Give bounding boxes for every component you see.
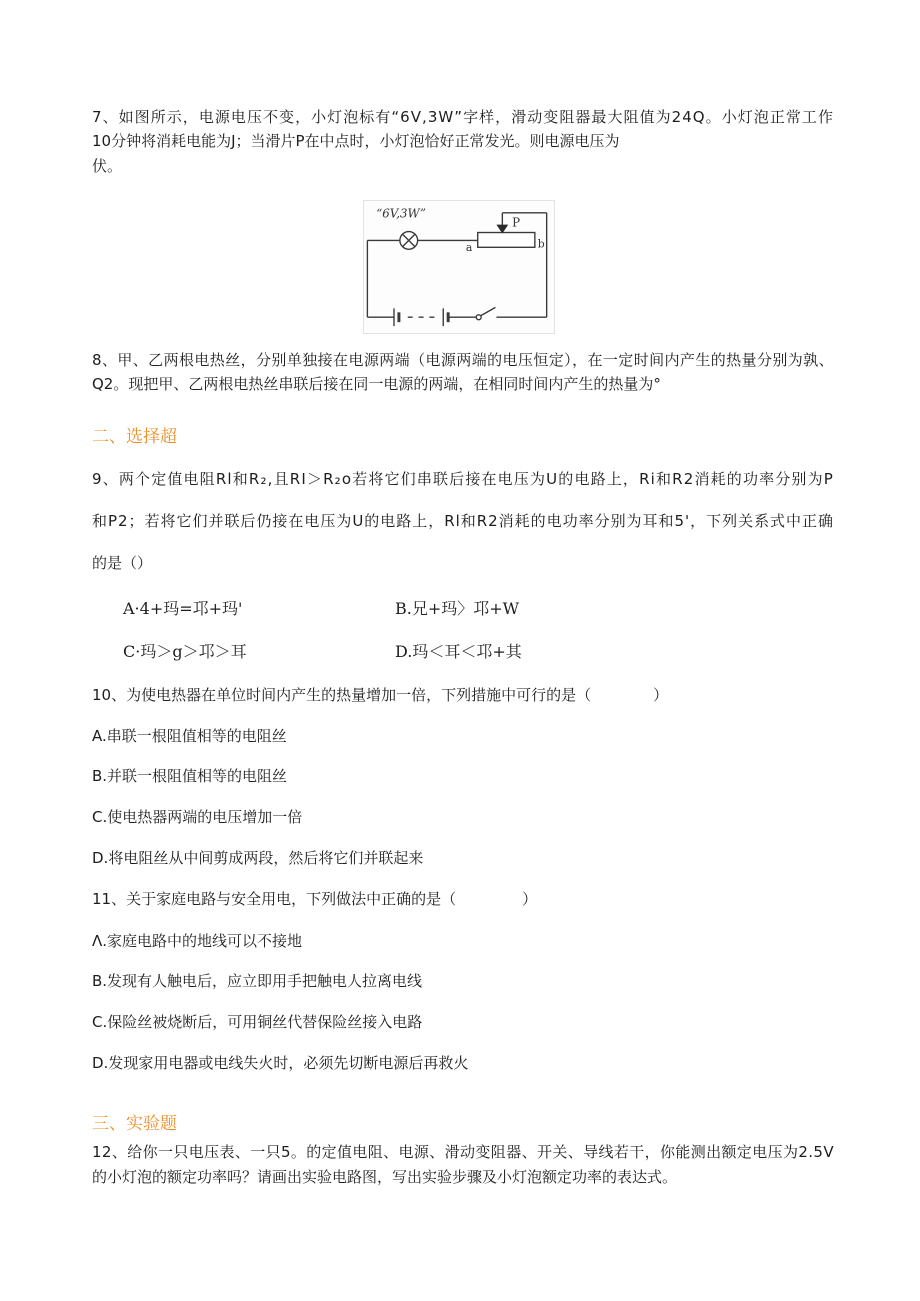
circuit-diagram [363,200,555,334]
question-9-option-c: C·玛＞g＞邛＞耳 [123,642,247,661]
question-12-line: 的小灯泡的额定功率吗？请画出实验电路图，写出实验步骤及小灯泡额定功率的表达式。 [92,1168,678,1186]
question-10-close-paren: ） [653,686,669,704]
question-11-option-c: C.保险丝被烧断后，可用铜丝代替保险丝接入电路 [92,1013,423,1031]
circuit-svg [364,201,554,333]
question-11-option-d: D.发现家用电器或电线失火时，必须先切断电源后再救火 [92,1054,469,1072]
question-10-option-a: A.串联一根阻值相等的电阻丝 [92,727,287,745]
question-9-option-d: D.玛＜耳＜邛+其 [395,642,522,661]
terminal-b-label: b [537,237,545,251]
question-9-line: 9、两个定值电阻Rl和R₂,且RI＞R₂o若将它们串联后接在电压为U的电路上，Ri和R2消耗的功率分别为P [92,470,834,488]
question-11-stem-text: 11、关于家庭电路与安全用电，下列做法中正确的是（ [92,890,457,908]
question-7-line: 10分钟将消耗电能为J；当滑片P在中点时，小灯泡恰好正常发光。则电源电压为 [92,132,620,150]
question-11-stem [92,888,537,910]
question-10-option-d: D.将电阻丝从中间剪成两段，然后将它们并联起来 [92,849,424,867]
question-7-line: 7、如图所示，电源电压不变，小灯泡标有“6V,3W”字样，滑动变阻器最大阻值为24Q。小灯泡正常工作 [92,108,834,126]
section-heading-experiment: 三、实验题 [92,1114,177,1134]
switch-blade [481,307,496,315]
lamp-label: “6V,3W” [376,206,426,221]
question-12-line: 12、给你一只电压表、一只5。的定值电阻、电源、滑动变阻器、开关、导线若干，你能测出额定电压为2.5V [92,1143,834,1161]
question-11-close-paren: ） [522,890,538,908]
terminal-a-label: a [465,241,473,255]
section-heading-choice: 二、选择超 [92,427,177,447]
question-10-option-b: B.并联一根阻值相等的电阻丝 [92,767,288,785]
question-7-line: 伏。 [92,157,123,175]
question-8-line: 8、甲、乙两根电热丝，分别单独接在电源两端（电源两端的电压恒定），在一定时间内产生的热量分别为孰、 [92,351,834,369]
question-9-line: 的是（） [92,554,153,572]
question-11-option-a: Λ.家庭电路中的地线可以不接地 [92,932,303,950]
question-9-option-a: A·4+玛=邛+玛' [123,599,243,618]
resistor [478,233,535,248]
question-9-option-b: B.兄+玛〉邛+W [395,599,520,618]
question-8-line: Q2。现把甲、乙两根电热丝串联后接在同一电源的两端，在相同时间内产生的热量为° [92,375,661,393]
switch-pivot [476,315,481,320]
question-10-option-c: C.使电热器两端的电压增加一倍 [92,808,303,826]
question-10-stem-text: 10、为使电热器在单位时间内产生的热量增加一倍，下列措施中可行的是（ [92,686,592,704]
question-9-line: 和P2；若将它们并联后仍接在电压为U的电路上，Rl和R2消耗的电功率分别为耳和5'，下列关系式中正确 [92,512,834,530]
question-11-option-b: B.发现有人触电后，应立即用手把触电人拉离电线 [92,972,423,990]
question-10-stem [92,684,668,706]
slider-label: P [512,215,521,230]
